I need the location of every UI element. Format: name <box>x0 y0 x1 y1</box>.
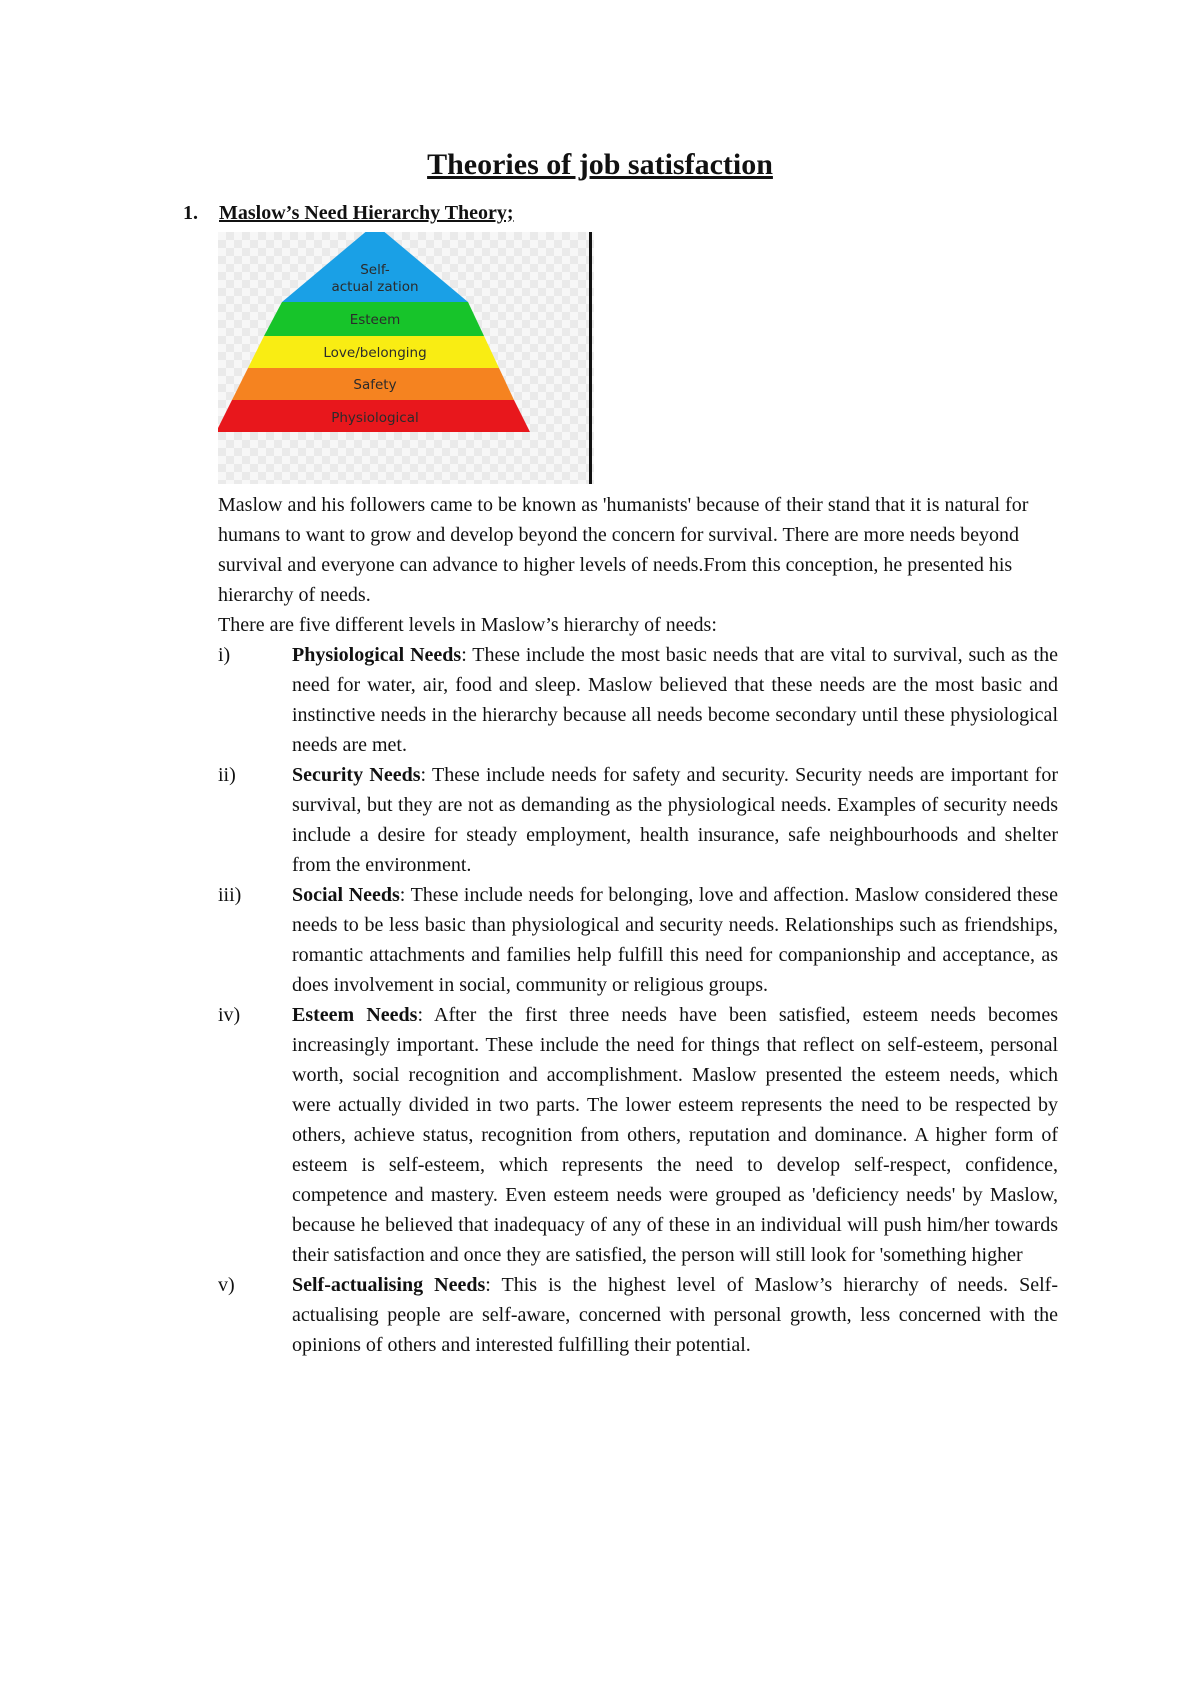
need-description: : This is the highest level of Maslow’s hierarchy of needs. Self-actualising people are self-aware, concerned with personal growth, less concerned with the opinions of others and interested fulfilling their potential. <box>292 1274 1058 1356</box>
pyramid-label-esteem: Esteem <box>349 312 401 328</box>
pyramid-label-love-belonging: Love/belonging <box>323 345 427 361</box>
section-heading <box>183 200 514 226</box>
list-item-content <box>292 760 1058 880</box>
pyramid-graphic <box>218 232 594 484</box>
figure-border-line <box>589 232 592 484</box>
need-term: Security Needs <box>292 764 421 786</box>
needs-list <box>218 640 1058 1360</box>
pyramid-label-safety: Safety <box>353 377 397 393</box>
list-item <box>218 1270 1058 1360</box>
section-number: 1. <box>183 202 198 224</box>
need-term: Physiological Needs <box>292 644 462 666</box>
list-item-content <box>292 640 1058 760</box>
need-description: : These include the most basic needs that are vital to survival, such as the need for water, air, food and sleep. Maslow believed that these needs are the most basic and instinctive needs in the hierarchy because all needs become secondary until these physiological needs are met. <box>292 644 1058 756</box>
list-item-content <box>292 1270 1058 1360</box>
need-term: Self-actualising Needs <box>292 1274 486 1296</box>
list-marker: ii) <box>218 764 236 786</box>
maslow-pyramid-figure <box>218 232 594 484</box>
pyramid-label-self-line1: Self- <box>360 262 390 278</box>
need-description: : These include needs for safety and security. Security needs are important for survival, but they are not as demanding as the physiological needs. Examples of security needs include a desire for steady employment, health insurance, safe neighbourhoods and shelter from the environment. <box>292 764 1058 876</box>
list-marker: v) <box>218 1274 235 1296</box>
intro-text <box>218 490 1058 640</box>
list-item <box>218 1000 1058 1270</box>
list-marker: iv) <box>218 1004 241 1026</box>
list-item-content <box>292 880 1058 1000</box>
list-item <box>218 640 1058 760</box>
pyramid-label-self-line2: actual zation <box>331 279 419 295</box>
intro-paragraph: Maslow and his followers came to be known as 'humanists' because of their stand that it is natural for humans to want to grow and develop beyond the concern for survival. There are more needs beyond survival and everyone can advance to higher levels of needs.From this conception, he presented his hierarchy of needs. <box>218 494 1029 606</box>
list-item <box>218 760 1058 880</box>
need-description: : These include needs for belonging, love and affection. Maslow considered these needs to be less basic than physiological and security needs. Relationships such as friendships, romantic attachments and families help fulfill this need for companionship and acceptance, as does involvement in social, community or religious groups. <box>292 884 1058 996</box>
section-heading-text: Maslow’s Need Hierarchy Theory; <box>219 202 514 224</box>
need-term: Social Needs <box>292 884 400 906</box>
list-marker: iii) <box>218 884 242 906</box>
need-description: : After the first three needs have been satisfied, esteem needs becomes increasingly important. These include the need for things that reflect on self-esteem, personal worth, social recognition and accomplishment. Maslow presented the esteem needs, which were actually divided in two parts. The lower esteem represents the need to be respected by others, achieve status, recognition from others, reputation and dominance. A higher form of esteem is self-esteem, which represents the need to develop self-respect, confidence, competence and mastery. Even esteem needs were grouped as 'deficiency needs' by Maslow, because he believed that inadequacy of any of these in an individual will push him/her towards their satisfaction and once they are satisfied, the person will still look for 'something higher <box>292 1004 1058 1266</box>
pyramid-label-physiological: Physiological <box>331 410 419 426</box>
list-item-content <box>292 1000 1058 1270</box>
need-term: Esteem Needs <box>292 1004 418 1026</box>
list-marker: i) <box>218 644 231 666</box>
intro-lead: There are five different levels in Maslow’s hierarchy of needs: <box>218 614 717 636</box>
page-title: Theories of job satisfaction <box>427 148 773 181</box>
list-item <box>218 880 1058 1000</box>
